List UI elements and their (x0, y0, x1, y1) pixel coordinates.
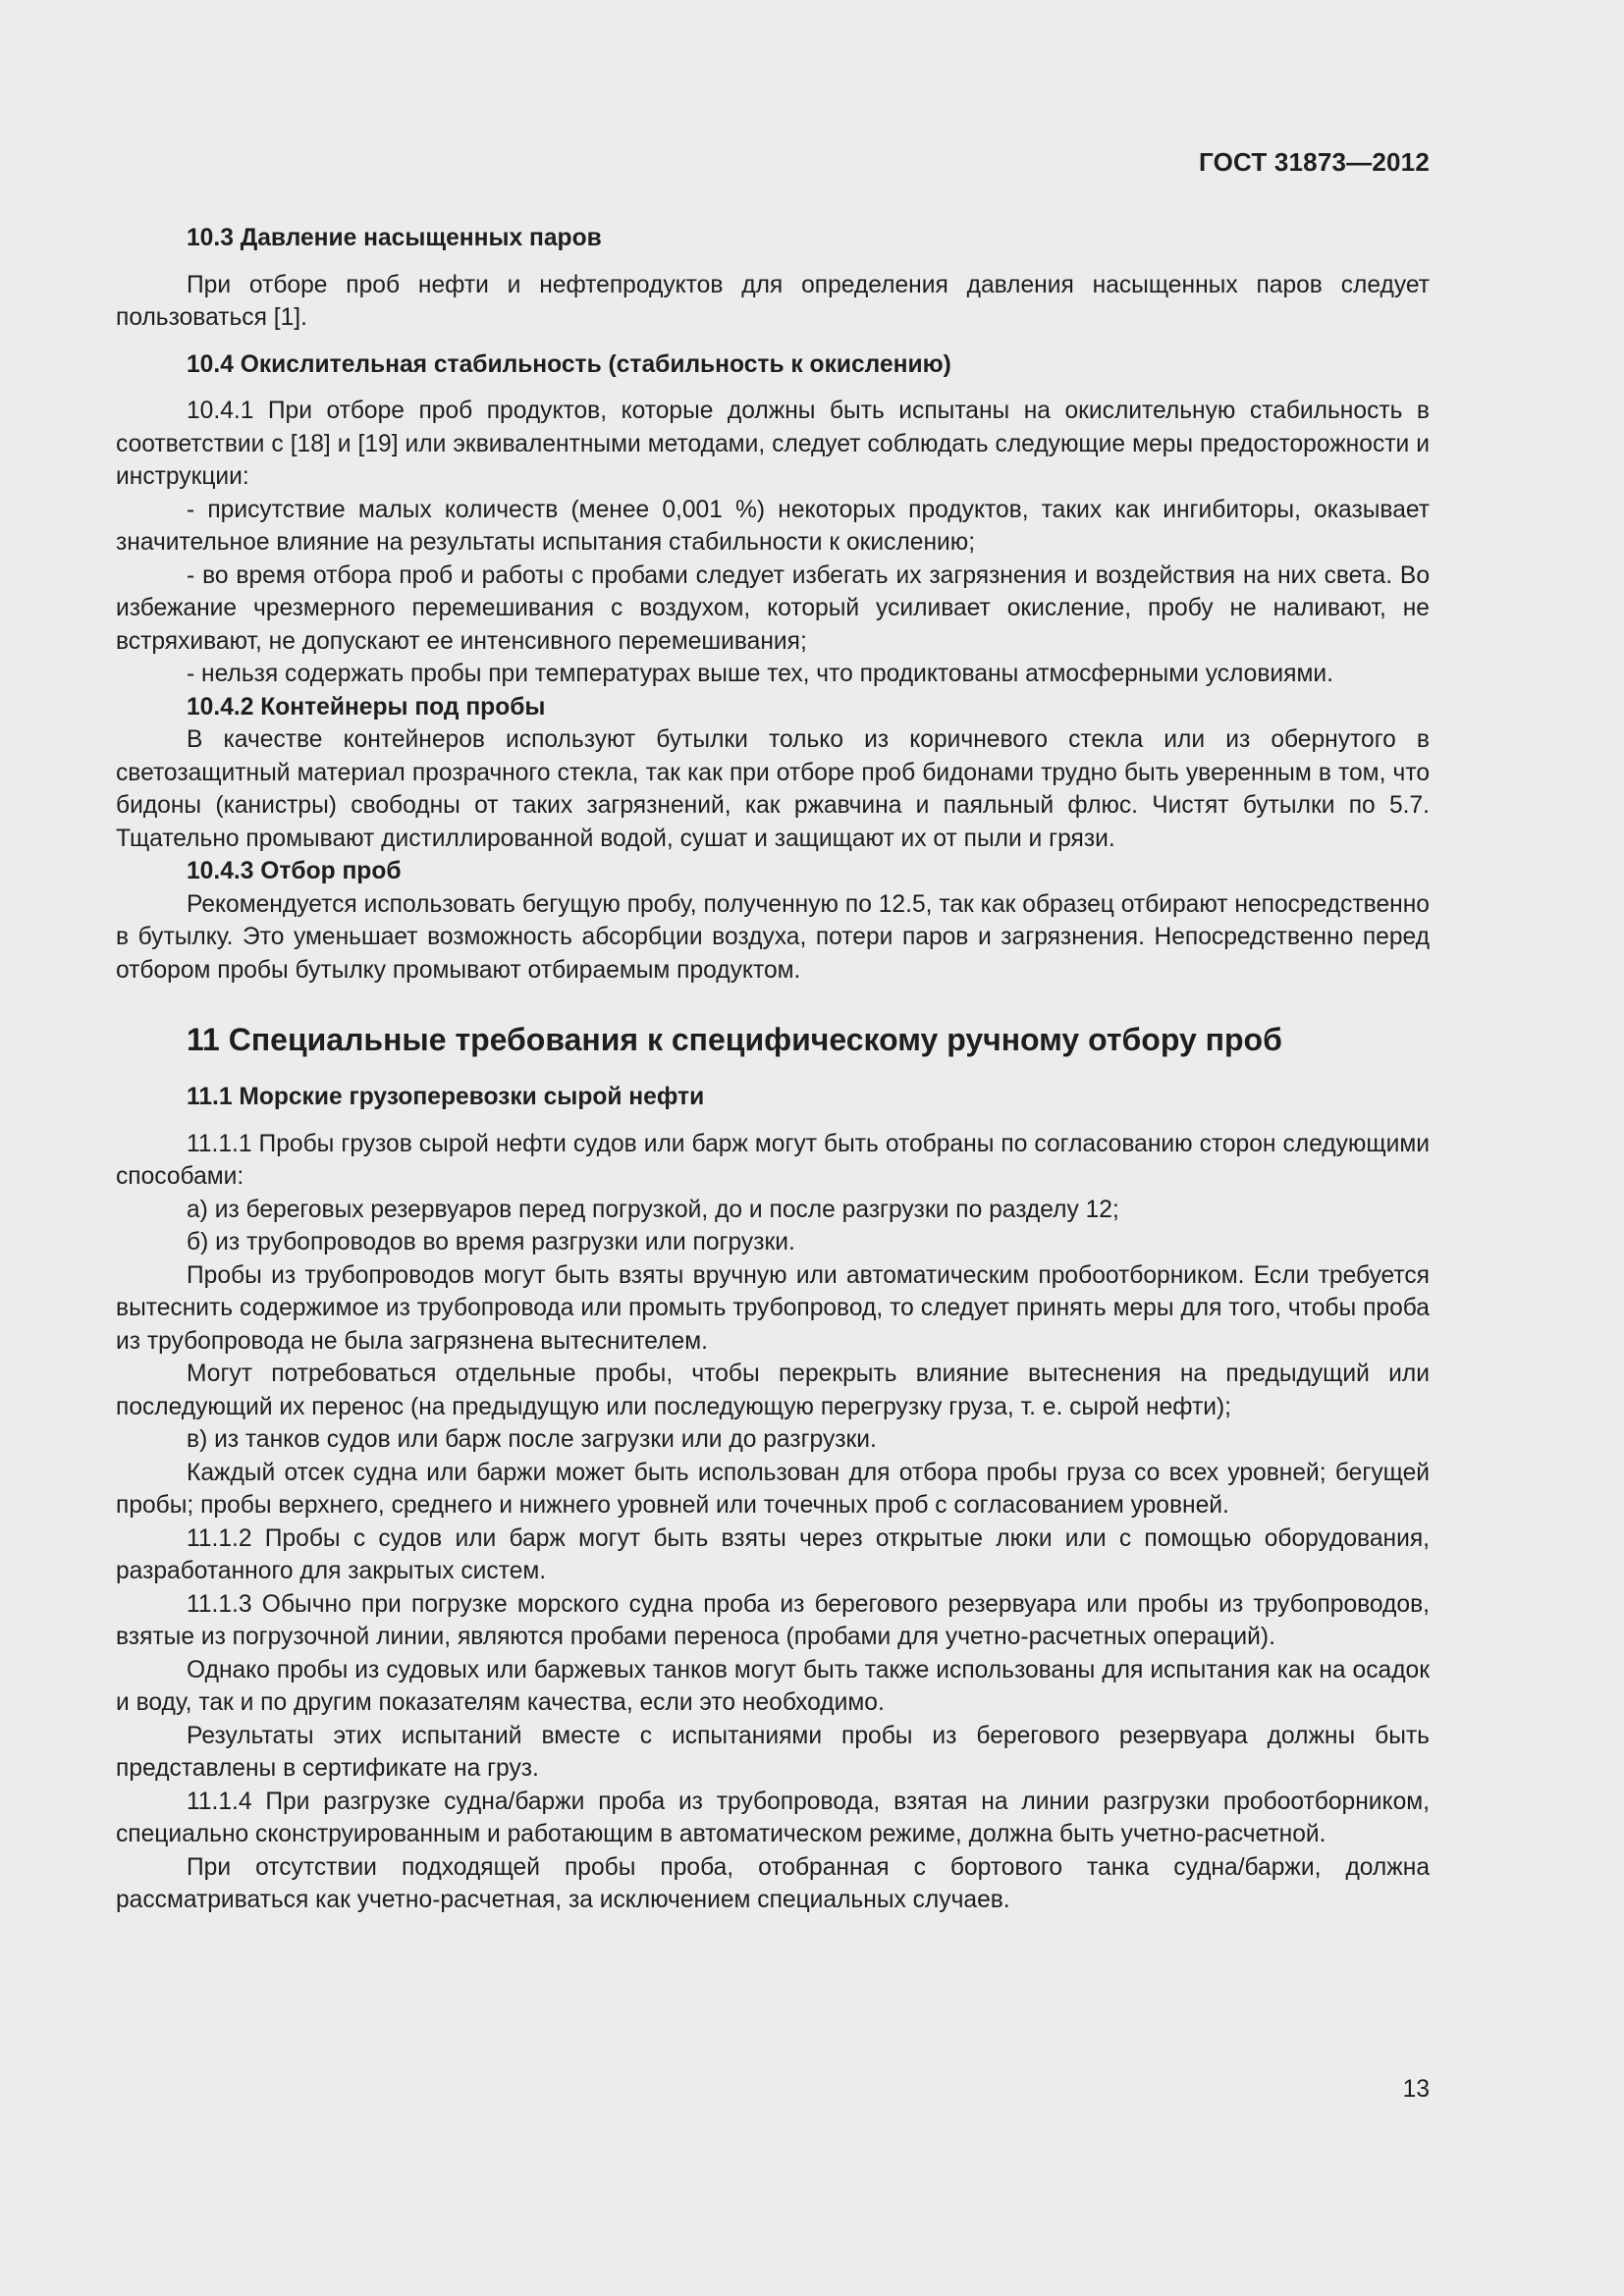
list-item: а) из береговых резервуаров перед погрузкой, до и после разгрузки по разделу 12; (187, 1196, 1119, 1223)
section-11-1-4-paragraph: 11.1.4 При разгрузке судна/баржи проба из трубопровода, взятая на линии разгрузки пробоотборником, специально сконструированным и работающим в автоматическом режиме, должна быть учетно-расчетной. (116, 1788, 1430, 1847)
section-10-3-paragraph: При отборе проб нефти и нефтепродуктов для определения давления насыщенных паров следует пользоваться [1]. (116, 271, 1430, 331)
section-11-1-2-paragraph: 11.1.2 Пробы с судов или барж могут быть взяты через открытые люки или с помощью оборудования, разработанного для закрытых систем. (116, 1524, 1430, 1584)
section-10-4-1-paragraph: 10.4.1 При отборе проб продуктов, которые должны быть испытаны на окислительную стабильность в соответствии с [18] и [19] или эквивалентными методами, следует соблюдать следующие меры предосторожности и инструкции: (116, 398, 1430, 490)
list-item: б) из трубопроводов во время разгрузки или погрузки. (187, 1229, 795, 1255)
section-11-1-3-paragraph: 11.1.3 Обычно при погрузке морского судна проба из берегового резервуара или пробы из трубопроводов, взятые из погрузочной линии, являются пробами переноса (пробами для учетно-расчетных операций). (116, 1590, 1430, 1650)
section-10-4-3-paragraph: Рекомендуется использовать бегущую пробу, полученную по 12.5, так как образец отбирают непосредственно в бутылку. Это уменьшает возможность абсорбции воздуха, потери паров и загрязнения. Непосредственно перед отбором пробы бутылку промывают отбираемым продуктом. (116, 890, 1430, 984)
list-item: - нельзя содержать пробы при температурах выше тех, что продиктованы атмосферными условиями. (187, 661, 1333, 687)
list-item: - присутствие малых количеств (менее 0,001 %) некоторых продуктов, таких как ингибиторы, оказывает значительное влияние на результаты испытания стабильности к окислению; (116, 496, 1430, 556)
paragraph: Каждый отсек судна или баржи может быть использован для отбора пробы груза со всех уровней; бегущей пробы; пробы верхнего, среднего и нижнего уровней или точечных проб с согласованием уровней. (116, 1459, 1430, 1519)
section-11-heading: 11 Специальные требования к специфическому ручному отбору проб (187, 1022, 1282, 1057)
paragraph: Результаты этих испытаний вместе с испытаниями пробы из берегового резервуара должны быть представлены в сертификате на груз. (116, 1722, 1430, 1782)
document-code-header: ГОСТ 31873—2012 (1199, 147, 1430, 177)
paragraph: Могут потребоваться отдельные пробы, чтобы перекрыть влияние вытеснения на предыдущий или последующий их перенос (на предыдущую или последующую перегрузку груза, т. е. сырой нефти); (116, 1361, 1430, 1420)
page-number: 13 (1402, 2076, 1430, 2103)
document-body (116, 222, 1430, 1917)
section-10-4-2-heading: 10.4.2 Контейнеры под пробы (187, 693, 546, 721)
section-11-1-1-paragraph: 11.1.1 Пробы грузов сырой нефти судов или барж могут быть отобраны по согласованию сторон следующими способами: (116, 1130, 1430, 1190)
paragraph: Пробы из трубопроводов могут быть взяты вручную или автоматическим пробоотборником. Если требуется вытеснить содержимое из трубопровода или промыть трубопровод, то следует принять меры для того, чтобы проба из трубопровода не была загрязнена вытеснителем. (116, 1261, 1430, 1355)
paragraph: Однако пробы из судовых или баржевых танков могут быть также использованы для испытания как на осадок и воду, так и по другим показателям качества, если это необходимо. (116, 1656, 1430, 1716)
section-11-1-heading: 11.1 Морские грузоперевозки сырой нефти (187, 1084, 705, 1110)
list-item: в) из танков судов или барж после загрузки или до разгрузки. (187, 1426, 877, 1453)
list-item: - во время отбора проб и работы с пробами следует избегать их загрязнения и воздействия на них света. Во избежание чрезмерного перемешивания с воздухом, который усиливает окисление, пробу не наливают, не встряхивают, не допускают ее интенсивного перемешивания; (116, 561, 1430, 655)
section-10-4-2-paragraph: В качестве контейнеров используют бутылки только из коричневого стекла или из обернутого в светозащитный материал прозрачного стекла, так как при отборе проб бидонами трудно быть уверенным в том, что бидоны (канистры) свободны от таких загрязнений, как ржавчина и паяльный флюс. Чистят бутылки по 5.7. Тщательно промывают дистиллированной водой, сушат и защищают их от пыли и грязи. (116, 726, 1430, 852)
section-10-4-heading: 10.4 Окислительная стабильность (стабильность к окислению) (187, 350, 951, 378)
paragraph: При отсутствии подходящей пробы проба, отобранная с бортового танка судна/баржи, должна рассматриваться как учетно-расчетная, за исключением специальных случаев. (116, 1853, 1430, 1913)
section-10-3-heading: 10.3 Давление насыщенных паров (187, 225, 602, 251)
section-10-4-3-heading: 10.4.3 Отбор проб (187, 858, 402, 884)
